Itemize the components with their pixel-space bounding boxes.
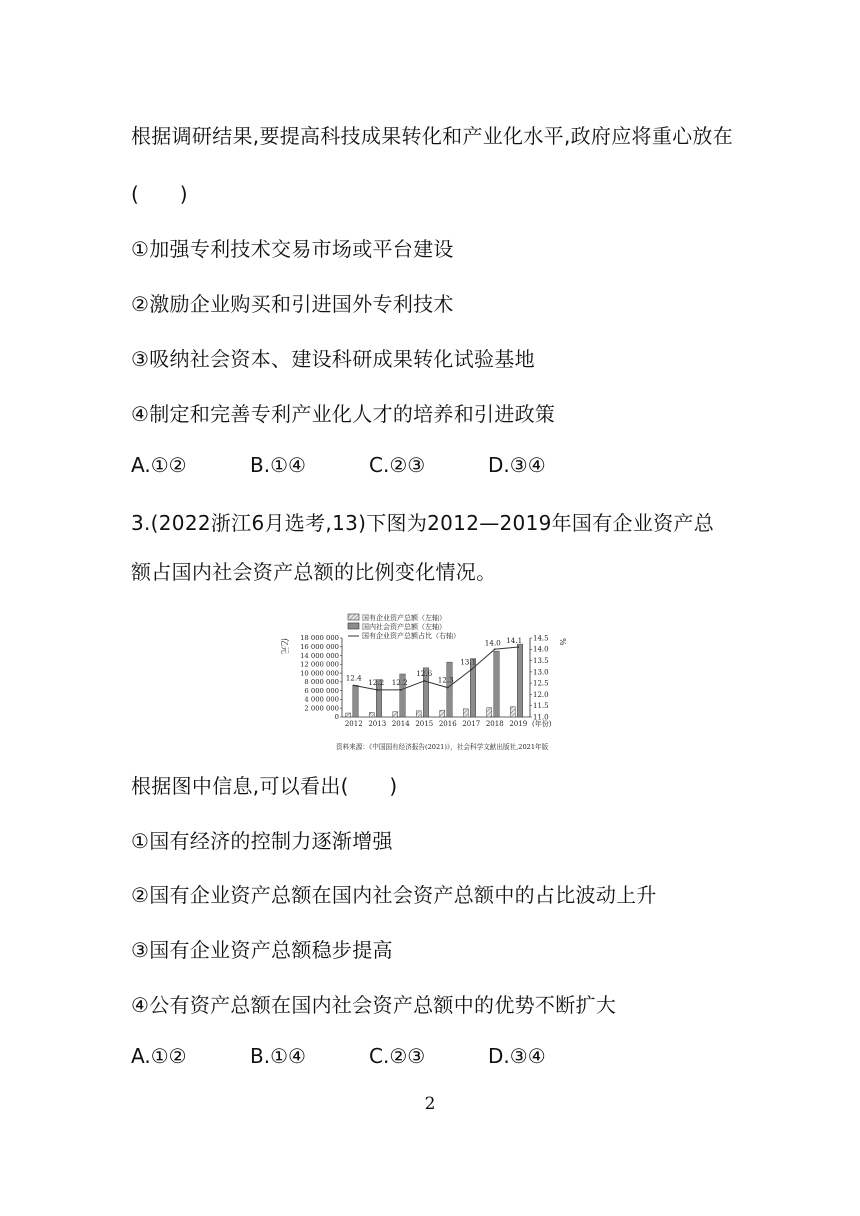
q2-item-3: ③吸纳社会资本、建设科研成果转化试验基地 (131, 347, 535, 371)
q2-paren: ( ) (131, 182, 188, 206)
left-tick-label: 16 000 000 (300, 642, 339, 651)
ratio-point (494, 648, 496, 650)
left-tick-label: 12 000 000 (300, 660, 339, 669)
bar-total-assets (517, 644, 523, 717)
chart-legend (348, 613, 460, 640)
x-tick-label: 2019 (509, 720, 528, 728)
ratio-data-label: 12.4 (345, 673, 362, 683)
q3-item-2: ②国有企业资产总额在国内社会资产总额中的占比波动上升 (131, 883, 657, 907)
ratio-data-label: 13.1 (460, 657, 477, 667)
bar-state-assets (463, 709, 468, 717)
x-tick-label: 2018 (485, 720, 504, 728)
q3-stem-line-2: 额占国内社会资产总额的比例变化情况。 (131, 560, 497, 584)
ratio-point (517, 646, 519, 648)
left-tick-label: 0 (334, 713, 339, 722)
bar-total-assets (447, 662, 453, 717)
ratio-point (470, 669, 472, 671)
q2-item-2: ②激励企业购买和引进国外专利技术 (131, 292, 454, 316)
q3-item-1: ①国有经济的控制力逐渐增强 (131, 829, 393, 853)
q2-option-a: A.①② (131, 453, 187, 477)
x-tick-label: 2013 (368, 720, 387, 728)
ratio-point (423, 680, 425, 682)
q3-stem-line-1: 3.(2022浙江6月选考,13)下图为2012—2019年国有企业资产总 (131, 511, 715, 535)
right-tick-label: 12.0 (533, 690, 549, 699)
left-tick-label: 4 000 000 (304, 695, 339, 704)
q3-question: 根据图中信息,可以看出( ) (131, 774, 398, 798)
right-tick-label: 14.0 (533, 645, 549, 654)
ratio-data-label: 12.2 (391, 677, 408, 687)
x-tick-label: 2012 (344, 720, 363, 728)
legend-swatch-total-assets (348, 623, 359, 629)
q2-option-c: C.②③ (369, 453, 426, 477)
x-tick-label: 2016 (438, 720, 457, 728)
q3-item-3: ③国有企业资产总额稳步提高 (131, 938, 393, 962)
ratio-data-label: 14.0 (484, 638, 501, 648)
ratio-point (400, 689, 402, 691)
bar-total-assets (470, 659, 476, 717)
bar-total-assets (353, 685, 359, 717)
page-number: 2 (424, 1094, 436, 1114)
left-tick-label: 2 000 000 (304, 704, 339, 713)
chart-svg (268, 612, 592, 752)
q3-option-d: D.③④ (488, 1044, 546, 1068)
right-tick-label: 11.0 (533, 713, 549, 722)
ratio-data-label: 12.2 (368, 677, 385, 687)
bar-state-assets (510, 707, 515, 717)
bar-line-chart (268, 612, 592, 752)
ratio-point (447, 687, 449, 689)
q3-option-b: B.①④ (250, 1044, 306, 1068)
q2-option-d: D.③④ (488, 453, 546, 477)
right-tick-label: 11.5 (533, 702, 549, 711)
bar-state-assets (346, 713, 351, 717)
left-tick-label: 18 000 000 (300, 634, 339, 643)
x-tick-label: 2014 (391, 720, 410, 728)
ratio-data-label: 12.6 (416, 668, 433, 678)
legend-label-state-assets: 国有企业资产总额（左轴） (362, 614, 446, 622)
chart-source-note: 资料来源：《中国国有经济报告(2021)》，社会科学文献出版社,2021年版 (336, 743, 549, 751)
right-tick-label: 14.5 (533, 634, 549, 643)
q2-item-4: ④制定和完善专利产业化人才的培养和引进政策 (131, 402, 556, 426)
left-axis-unit-label: 亿元 (280, 638, 289, 654)
bar-state-assets (369, 712, 374, 717)
right-tick-label: 13.5 (533, 656, 549, 665)
bar-total-assets (494, 651, 500, 717)
q2-item-1: ①加强专利技术交易市场或平台建设 (131, 237, 454, 261)
bar-state-assets (440, 710, 445, 717)
ratio-data-label: 14.1 (506, 636, 523, 646)
right-axis-unit-label: % (558, 638, 567, 646)
legend-swatch-state-assets (348, 614, 359, 620)
right-tick-label: 13.0 (533, 668, 549, 677)
ratio-data-label: 12.3 (437, 675, 454, 685)
q2-stem: 根据调研结果,要提高科技成果转化和产业化水平,政府应将重心放在 (131, 124, 734, 148)
left-tick-label: 14 000 000 (300, 651, 339, 660)
right-tick-label: 12.5 (533, 679, 549, 688)
left-tick-label: 6 000 000 (304, 686, 339, 695)
ratio-point (376, 689, 378, 691)
x-tick-label: 2015 (415, 720, 434, 728)
legend-label-ratio: 国有企业资产总额占比（右轴） (362, 632, 460, 640)
q2-option-b: B.①④ (250, 453, 306, 477)
x-axis-unit-label: (年份) (532, 720, 552, 728)
left-tick-label: 8 000 000 (304, 678, 339, 687)
left-tick-label: 10 000 000 (300, 669, 339, 678)
ratio-point (353, 685, 355, 687)
q3-option-c: C.②③ (369, 1044, 426, 1068)
legend-label-total-assets: 国内社会资产总额（左轴） (362, 623, 446, 631)
bar-state-assets (487, 708, 492, 717)
q3-item-4: ④公有资产总额在国内社会资产总额中的优势不断扩大 (131, 993, 617, 1017)
bar-state-assets (416, 711, 421, 717)
q3-option-a: A.①② (131, 1044, 187, 1068)
bar-state-assets (393, 712, 398, 717)
x-tick-label: 2017 (462, 720, 481, 728)
